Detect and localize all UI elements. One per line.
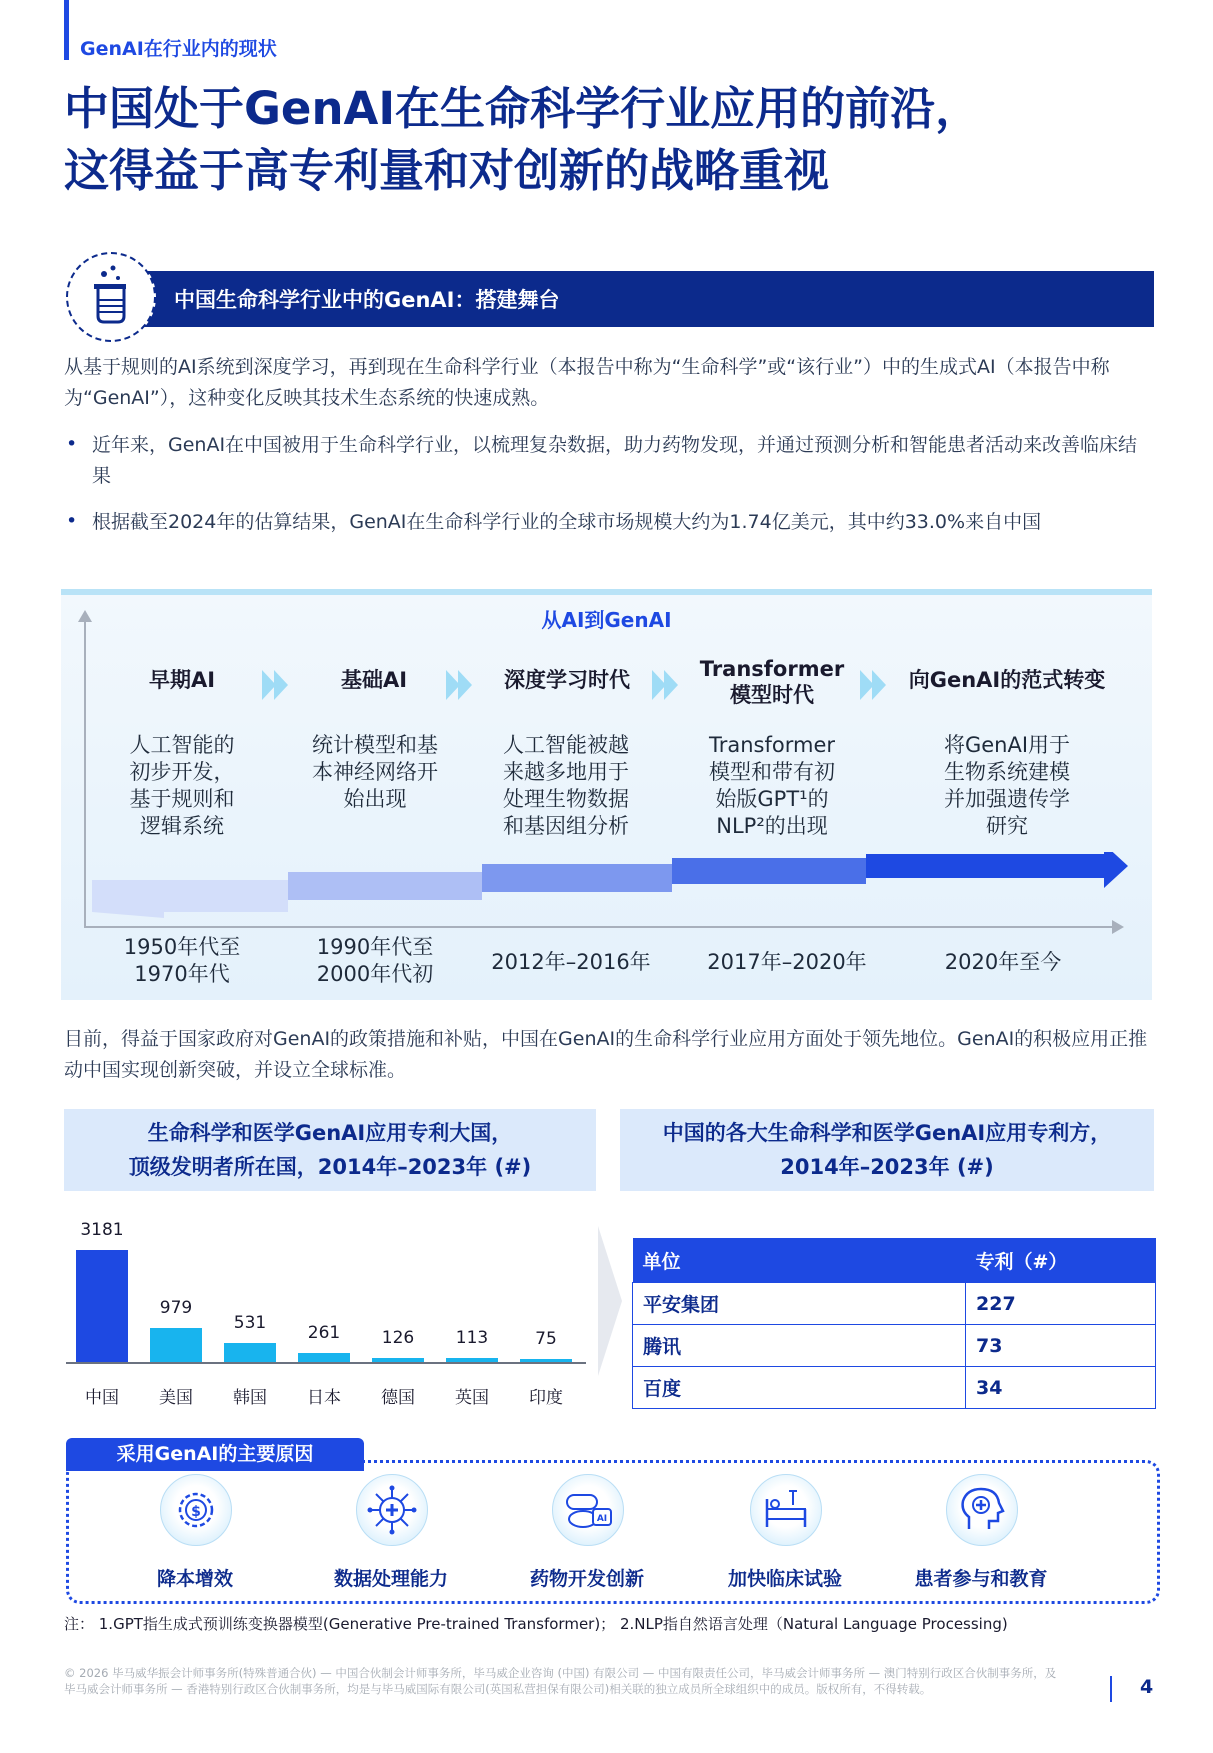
table-row (633, 1283, 1156, 1325)
era-date-line: 1970年代 (134, 962, 230, 986)
table-row (633, 1325, 1156, 1367)
era-desc-basic-ai (290, 732, 460, 813)
era-date-basic-ai (290, 934, 460, 988)
table-cell: 平安集团 (633, 1283, 966, 1325)
era-date-deep-learning: 2012年–2016年 (491, 950, 651, 974)
era-desc-line: 人工智能被越 (503, 733, 629, 757)
pills-ai-icon (552, 1474, 624, 1546)
era-date-genai-shift: 2020年至今 (944, 950, 1062, 974)
table-header-cell: 专利（#） (966, 1238, 1156, 1283)
era-desc-transformer (682, 732, 862, 840)
bar-chart-title-line-2: 顶级发明者所在国，2014年–2023年 (#) (128, 1155, 532, 1179)
timeline-y-axis (84, 616, 86, 928)
intro-bullet-1: 近年来，GenAI在中国被用于生命科学行业，以梳理复杂数据，助力药物发现，并通过预测分析和智能患者活动来改善临床结果 (92, 434, 1138, 487)
table-row (633, 1367, 1156, 1409)
arrow-step-4 (672, 858, 866, 884)
bar-category-label: 韩国 (233, 1388, 267, 1408)
era-desc-line: 统计模型和基 (312, 733, 438, 757)
era-desc-early-ai (102, 732, 262, 840)
era-desc-line: 初步开发， (129, 760, 235, 784)
era-date-line: 1950年代至 (123, 935, 241, 959)
bar-value-label: 113 (455, 1328, 489, 1348)
chevron-right-icon (442, 668, 476, 702)
timeline-y-axis-arrow (78, 610, 92, 622)
page-title (64, 78, 1164, 202)
table-cell: 227 (966, 1283, 1156, 1325)
era-desc-line: 始出现 (343, 787, 407, 811)
bar-value-label: 531 (233, 1313, 267, 1333)
bar-value-label: 979 (159, 1298, 193, 1318)
era-desc-line: NLP²的出现 (716, 814, 828, 838)
bar-category-label: 德国 (381, 1388, 415, 1408)
arrow-step-2 (288, 872, 482, 900)
section-band-title: 中国生命科学行业中的GenAI：搭建舞台 (174, 288, 560, 312)
progression-arrow (92, 852, 1132, 924)
reason-label-cost: 降本增效 (156, 1568, 233, 1590)
table-header-row (633, 1238, 1156, 1283)
bar-category-label: 英国 (455, 1388, 489, 1408)
middle-paragraph: 目前，得益于国家政府对GenAI的政策措施和补贴，中国在GenAI的生命科学行业应用方面处于领先地位。GenAI的积极应用正推动中国实现创新突破，并设立全球标准。 (64, 1028, 1148, 1081)
reasons-title: 采用GenAI的主要原因 (66, 1438, 364, 1471)
bar-美国 (150, 1328, 202, 1362)
chevron-right-icon (856, 668, 890, 702)
bar-category-label: 中国 (85, 1388, 119, 1408)
era-desc-line: 和基因组分析 (503, 814, 629, 838)
era-desc-line: 处理生物数据 (503, 787, 629, 811)
reason-label-data: 数据处理能力 (333, 1568, 448, 1590)
patent-table-title (620, 1109, 1154, 1191)
timeline-title: 从AI到GenAI (541, 608, 672, 632)
hospital-bed-icon (750, 1474, 822, 1546)
era-title-basic-ai: 基础AI (340, 668, 408, 692)
era-desc-line: 来越多地用于 (503, 760, 629, 784)
title-line-1: 中国处于GenAI在生命科学行业应用的前沿， (64, 82, 981, 135)
bar-category-label: 印度 (529, 1388, 563, 1408)
chevron-right-icon (258, 668, 292, 702)
bar-category-label: 美国 (159, 1388, 193, 1408)
bar-value-label: 75 (535, 1329, 557, 1349)
bullet-dot: • (66, 510, 78, 532)
reason-label-clinical: 加快临床试验 (727, 1568, 842, 1590)
arrow-step-5-head (866, 852, 1128, 888)
arrow-step-1 (92, 880, 288, 918)
era-desc-line: 生物系统建模 (944, 760, 1070, 784)
head-medical-icon (946, 1474, 1018, 1546)
footnote: 注： 1.GPT指生成式预训练变换器模型(Generative Pre-trained Transformer)； 2.NLP指自然语言处理（Natural Language Processing) (64, 1615, 1008, 1633)
era-title-transformer-line-1: Transformer (699, 657, 845, 681)
chevron-right-icon (598, 1226, 622, 1376)
section-accent-bar (64, 0, 69, 60)
bar-韩国 (224, 1343, 276, 1362)
table-cell: 百度 (633, 1367, 966, 1409)
era-desc-line: 将GenAI用于 (943, 733, 1071, 757)
timeline-x-axis (84, 926, 1114, 928)
era-desc-line: 研究 (986, 814, 1028, 838)
svg-text:$: $ (191, 1504, 201, 1520)
era-desc-line: 模型和带有初 (709, 760, 835, 784)
patent-table-title-line-1: 中国的各大生命科学和医学GenAI应用专利方， (662, 1121, 1112, 1145)
era-title-early-ai: 早期AI (148, 668, 216, 692)
era-desc-line: 并加强遗传学 (944, 787, 1070, 811)
era-title-genai-shift: 向GenAI的范式转变 (908, 668, 1106, 692)
patent-table-title-line-2: 2014年–2023年 (#) (780, 1155, 994, 1179)
era-title-deep-learning: 深度学习时代 (504, 668, 630, 692)
era-desc-line: 始版GPT¹的 (715, 787, 829, 811)
era-title-transformer-line-2: 模型时代 (730, 683, 814, 707)
era-date-line: 2000年代初 (316, 962, 434, 986)
patent-table (632, 1238, 1156, 1409)
section-label: GenAI在行业内的现状 (80, 38, 277, 60)
era-desc-line: Transformer (708, 733, 835, 757)
reason-label-patient: 患者参与和教育 (914, 1568, 1048, 1590)
era-desc-deep-learning (481, 732, 651, 840)
legal-notice: © 2026 毕马威华振会计师事务所(特殊普通合伙) — 中国合伙制会计师事务所，毕马威企业咨询 (中国) 有限公司 — 中国有限责任公司，毕马威会计师事务所 — 澳门特别行政区合伙制事务所，及毕马威会计师事务所 — 香港特别行政区合伙制事务所，均是与毕马威国际有限公司(英国私营担保有限公司)相关联的独立成员所全球组织中的成员。版权所有，不得转载。 (64, 1666, 1057, 1696)
table-cell: 34 (966, 1367, 1156, 1409)
era-title-transformer (682, 656, 862, 708)
intro-bullet-2: 根据截至2024年的估算结果，GenAI在生命科学行业的全球市场规模大约为1.74亿美元，其中约33.0%来自中国 (92, 511, 1042, 533)
era-date-early-ai (102, 934, 262, 988)
bar-value-label: 126 (381, 1328, 415, 1348)
era-desc-line: 人工智能的 (129, 733, 235, 757)
table-cell: 腾讯 (633, 1325, 966, 1367)
bar-chart-title (64, 1109, 596, 1191)
era-desc-line: 基于规则和 (129, 787, 235, 811)
arrow-step-3 (482, 864, 672, 892)
page-number: 4 (1140, 1676, 1154, 1698)
table-cell: 73 (966, 1325, 1156, 1367)
bar-日本 (298, 1353, 350, 1362)
bar-chart-baseline (66, 1362, 586, 1364)
chevron-right-icon (648, 668, 682, 702)
dollar-gear-icon (160, 1474, 232, 1546)
era-date-line: 1990年代至 (316, 935, 434, 959)
bar-value-label: 261 (307, 1323, 341, 1343)
era-date-transformer: 2017年–2020年 (707, 950, 867, 974)
era-desc-line: 逻辑系统 (140, 814, 224, 838)
reason-label-drug: 药物开发创新 (529, 1568, 644, 1590)
intro-paragraph: 从基于规则的AI系统到深度学习，再到现在生命科学行业（本报告中称为“生命科学”或“该行业”）中的生成式AI（本报告中称为“GenAI”），这种变化反映其技术生态系统的快速成熟。 (64, 356, 1110, 409)
bar-chart-title-line-1: 生命科学和医学GenAI应用专利大国， (147, 1121, 513, 1145)
bar-value-label: 3181 (80, 1220, 124, 1240)
data-network-icon (356, 1474, 428, 1546)
bullet-dot: • (66, 433, 78, 455)
bar-中国 (76, 1250, 128, 1362)
timeline-panel-top-edge (61, 589, 1152, 595)
bar-category-label: 日本 (307, 1388, 341, 1408)
title-line-2: 这得益于高专利量和对创新的战略重视 (64, 144, 830, 197)
era-desc-genai-shift (912, 732, 1102, 840)
beaker-icon (66, 252, 156, 342)
era-desc-line: 本神经网络开 (312, 760, 438, 784)
page-number-divider (1110, 1676, 1112, 1702)
table-header-cell: 单位 (633, 1238, 966, 1283)
svg-text:AI: AI (596, 1514, 608, 1524)
